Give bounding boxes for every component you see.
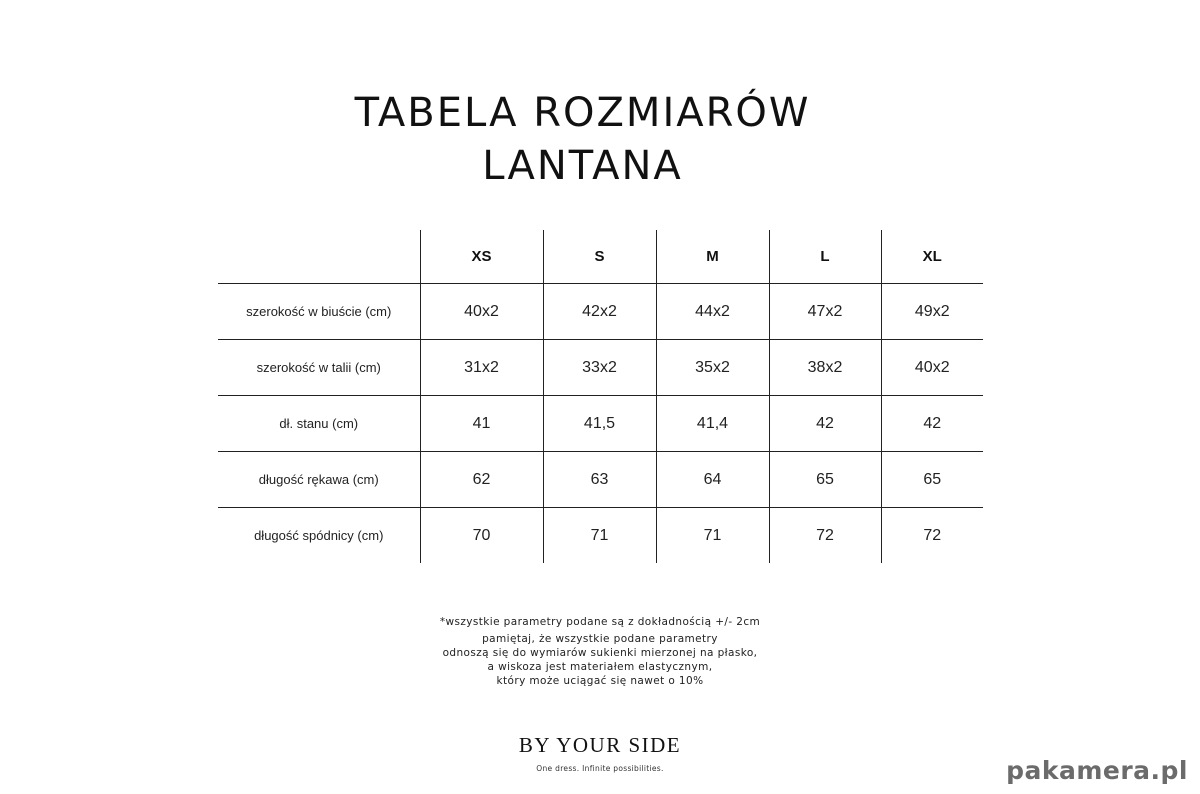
table-row-bodice-length [218, 396, 983, 452]
table-cell: 40x2 [881, 340, 983, 396]
note-line: który może uciągać się nawet o 10% [496, 675, 704, 687]
table-row-sleeve-length [218, 452, 983, 508]
size-header-l: L [769, 230, 881, 284]
watermark: pakamera.pl [1006, 756, 1188, 785]
table-cell: 31x2 [420, 340, 543, 396]
brand-tagline: One dress. Infinite possibilities. [536, 764, 664, 773]
table-cell: 44x2 [656, 284, 769, 340]
table-cell: 41 [420, 396, 543, 452]
page-title-line-2: LANTANA [482, 143, 683, 189]
note-line: a wiskoza jest materiałem elastycznym, [487, 661, 713, 673]
table-cell: 62 [420, 452, 543, 508]
size-header-m: M [656, 230, 769, 284]
table-cell: 33x2 [543, 340, 656, 396]
page-title-line-1: TABELA ROZMIARÓW [354, 90, 811, 136]
size-header-xs: XS [420, 230, 543, 284]
table-cell: 63 [543, 452, 656, 508]
note-line: pamiętaj, że wszystkie podane parametry [482, 633, 718, 645]
row-label: długość rękawa (cm) [218, 452, 420, 508]
table-cell: 71 [656, 508, 769, 564]
measurement-notes [380, 615, 820, 688]
size-header-xl: XL [881, 230, 983, 284]
table-cell: 71 [543, 508, 656, 564]
table-cell: 49x2 [881, 284, 983, 340]
size-table [218, 230, 983, 563]
table-cell: 42 [881, 396, 983, 452]
table-cell: 65 [881, 452, 983, 508]
table-cell: 72 [769, 508, 881, 564]
table-cell: 47x2 [769, 284, 881, 340]
table-cell: 42x2 [543, 284, 656, 340]
size-header-s: S [543, 230, 656, 284]
table-cell: 64 [656, 452, 769, 508]
table-cell: 70 [420, 508, 543, 564]
row-label: dł. stanu (cm) [218, 396, 420, 452]
table-row-bust [218, 284, 983, 340]
brand-name: BY YOUR SIDE [518, 733, 682, 757]
note-line: odnoszą się do wymiarów sukienki mierzonej na płasko, [442, 647, 758, 659]
corner-cell [218, 230, 420, 284]
table-cell: 41,5 [543, 396, 656, 452]
table-cell: 65 [769, 452, 881, 508]
row-label: szerokość w talii (cm) [218, 340, 420, 396]
table-cell: 41,4 [656, 396, 769, 452]
table-cell: 35x2 [656, 340, 769, 396]
precision-note: *wszystkie parametry podane są z dokładnością +/- 2cm [439, 616, 761, 628]
table-row-waist [218, 340, 983, 396]
table-row-skirt-length [218, 508, 983, 564]
row-label: szerokość w biuście (cm) [218, 284, 420, 340]
size-header-row [218, 230, 983, 284]
table-cell: 42 [769, 396, 881, 452]
row-label: długość spódnicy (cm) [254, 528, 384, 543]
table-cell: 72 [881, 508, 983, 564]
table-cell: 38x2 [769, 340, 881, 396]
table-cell: 40x2 [420, 284, 543, 340]
